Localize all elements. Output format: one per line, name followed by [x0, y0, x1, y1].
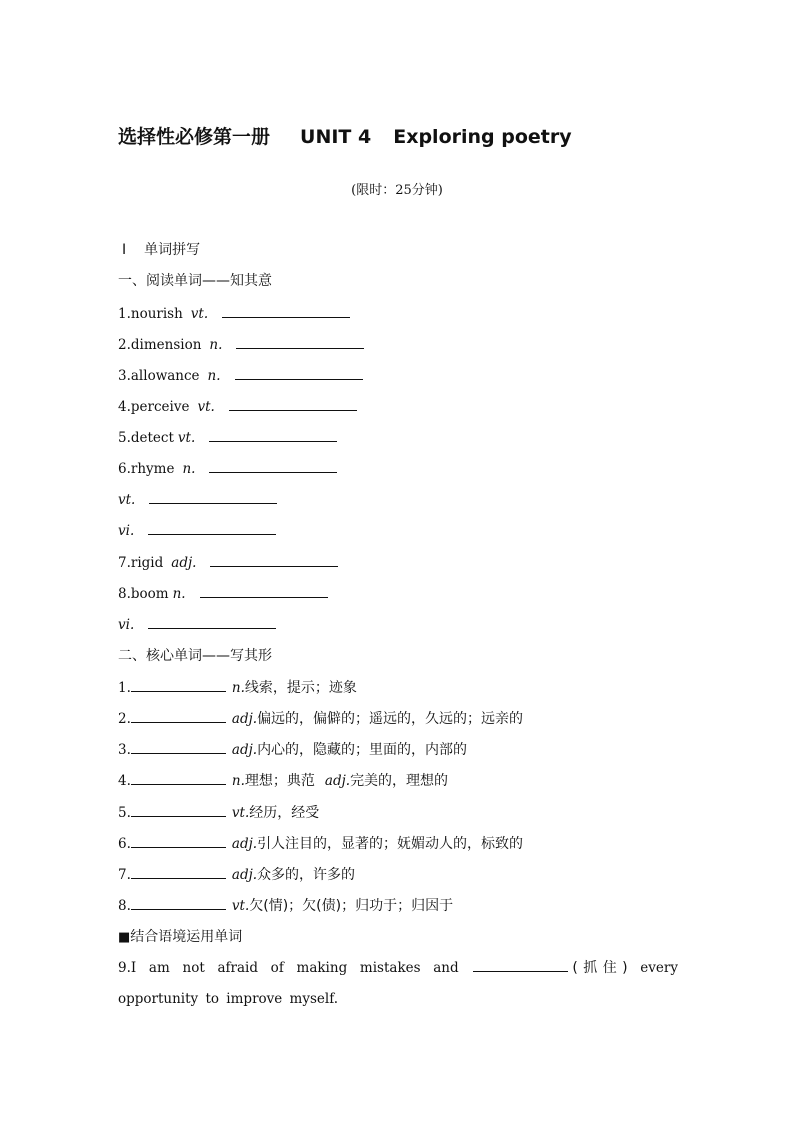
item-number: 4.: [118, 773, 131, 789]
item-meaning: 线索，提示；迹象: [244, 680, 357, 696]
section-title: 单词拼写: [144, 242, 201, 258]
book-name: 选择性必修第一册: [118, 126, 271, 148]
list-item: [118, 833, 523, 854]
answer-blank[interactable]: [131, 833, 226, 848]
item-pos: vi.: [118, 523, 135, 539]
item-pos: vt.: [197, 399, 215, 415]
item-number: 8.: [118, 898, 131, 914]
item-number: 2.: [118, 711, 131, 727]
part3-title-text: 结合语境运用单词: [130, 929, 243, 945]
q9-hint: (抓住): [572, 960, 628, 976]
section-roman: Ⅰ: [122, 242, 127, 258]
item-pos: adj.: [231, 742, 258, 758]
part2-title: 二、核心单词——写其形: [118, 648, 272, 664]
item-number: 6.: [118, 836, 131, 852]
item-word: 1.nourish: [118, 306, 183, 322]
item-pos: adj.: [231, 836, 258, 852]
item-pos: vt.: [231, 805, 250, 821]
answer-blank[interactable]: [131, 739, 226, 754]
page-title: [118, 122, 572, 149]
answer-blank[interactable]: [209, 458, 337, 473]
item-word: 8.boom: [118, 586, 169, 602]
answer-blank[interactable]: [131, 770, 226, 785]
list-item: [118, 739, 467, 760]
answer-blank[interactable]: [149, 489, 277, 504]
item-meaning: 偏远的，偏僻的；遥远的，久远的；远亲的: [257, 711, 524, 727]
item-number: 7.: [118, 867, 131, 883]
item-pos: n.: [172, 586, 186, 602]
list-item: [118, 489, 277, 510]
item-pos: adj.: [231, 711, 258, 727]
item-number: 5.: [118, 805, 131, 821]
list-item: [118, 427, 337, 448]
item-pos: adj.: [171, 555, 197, 571]
answer-blank[interactable]: [210, 552, 338, 567]
answer-blank[interactable]: [148, 520, 276, 535]
item-pos: vt.: [118, 492, 136, 508]
list-item: [118, 396, 357, 417]
item-word: 3.allowance: [118, 368, 200, 384]
list-item: [118, 458, 337, 479]
answer-blank[interactable]: [131, 708, 226, 723]
item-meaning: 经历，经受: [249, 805, 320, 821]
item-pos: n.: [231, 680, 245, 696]
answer-blank[interactable]: [222, 303, 350, 318]
item-number: 3.: [118, 742, 131, 758]
answer-blank[interactable]: [131, 677, 226, 692]
list-item: [118, 552, 338, 573]
answer-blank[interactable]: [131, 895, 226, 910]
question-9: [118, 953, 678, 1015]
unit-topic: Exploring poetry: [393, 126, 572, 148]
item-pos: n.: [207, 368, 221, 384]
answer-blank[interactable]: [131, 864, 226, 879]
answer-blank[interactable]: [148, 614, 276, 629]
list-item: [118, 614, 276, 635]
item-meaning: 众多的，许多的: [257, 867, 356, 883]
item-word: 4.perceive: [118, 399, 190, 415]
item-pos: n.: [231, 773, 245, 789]
list-item: [118, 583, 328, 604]
list-item: [118, 802, 319, 823]
part1-title: 一、阅读单词——知其意: [118, 273, 272, 289]
part3-title: [118, 927, 242, 948]
q9-text-before: 9.I am not afraid of making mistakes and: [118, 960, 459, 976]
list-item: [118, 520, 276, 541]
list-item: [118, 864, 355, 885]
item-word: 2.dimension: [118, 337, 202, 353]
item-pos: vi.: [118, 617, 135, 633]
list-item: [118, 334, 364, 355]
item-pos: n.: [209, 337, 223, 353]
item-meaning: 内心的，隐藏的；里面的，内部的: [257, 742, 468, 758]
item-meaning: 理想；典范: [244, 773, 315, 789]
list-item: [118, 365, 363, 386]
item-meaning-2: 完美的，理想的: [350, 773, 449, 789]
item-pos: vt.: [190, 306, 209, 322]
answer-blank[interactable]: [200, 583, 328, 598]
answer-blank[interactable]: [131, 802, 226, 817]
time-limit: (限时：25分钟): [351, 183, 443, 198]
list-item: [118, 708, 523, 729]
item-word: 6.rhyme: [118, 461, 175, 477]
list-item: [118, 303, 350, 324]
list-item: [118, 770, 448, 791]
item-meaning: 欠(情)；欠(债)；归功于；归因于: [249, 898, 454, 914]
item-pos: adj.: [231, 867, 258, 883]
item-word: 5.detect: [118, 430, 174, 446]
q9-text-after: every opportunity to improve myself.: [118, 960, 678, 1007]
item-meaning: 引人注目的，显著的；妩媚动人的，标致的: [257, 836, 524, 852]
item-pos: vt.: [177, 430, 196, 446]
item-number: 1.: [118, 680, 131, 696]
item-pos: vt.: [231, 898, 250, 914]
item-word: 7.rigid: [118, 555, 164, 571]
list-item: [118, 895, 453, 916]
answer-blank[interactable]: [236, 334, 364, 349]
answer-blank[interactable]: [235, 365, 363, 380]
item-pos: n.: [182, 461, 196, 477]
answer-blank[interactable]: [229, 396, 357, 411]
section-heading: [118, 240, 200, 260]
unit-label: UNIT 4: [300, 126, 372, 148]
list-item: [118, 677, 357, 698]
square-bullet-icon: ■: [118, 930, 131, 945]
answer-blank[interactable]: [209, 427, 337, 442]
item-pos-2: adj.: [324, 773, 351, 789]
answer-blank[interactable]: [473, 957, 568, 972]
